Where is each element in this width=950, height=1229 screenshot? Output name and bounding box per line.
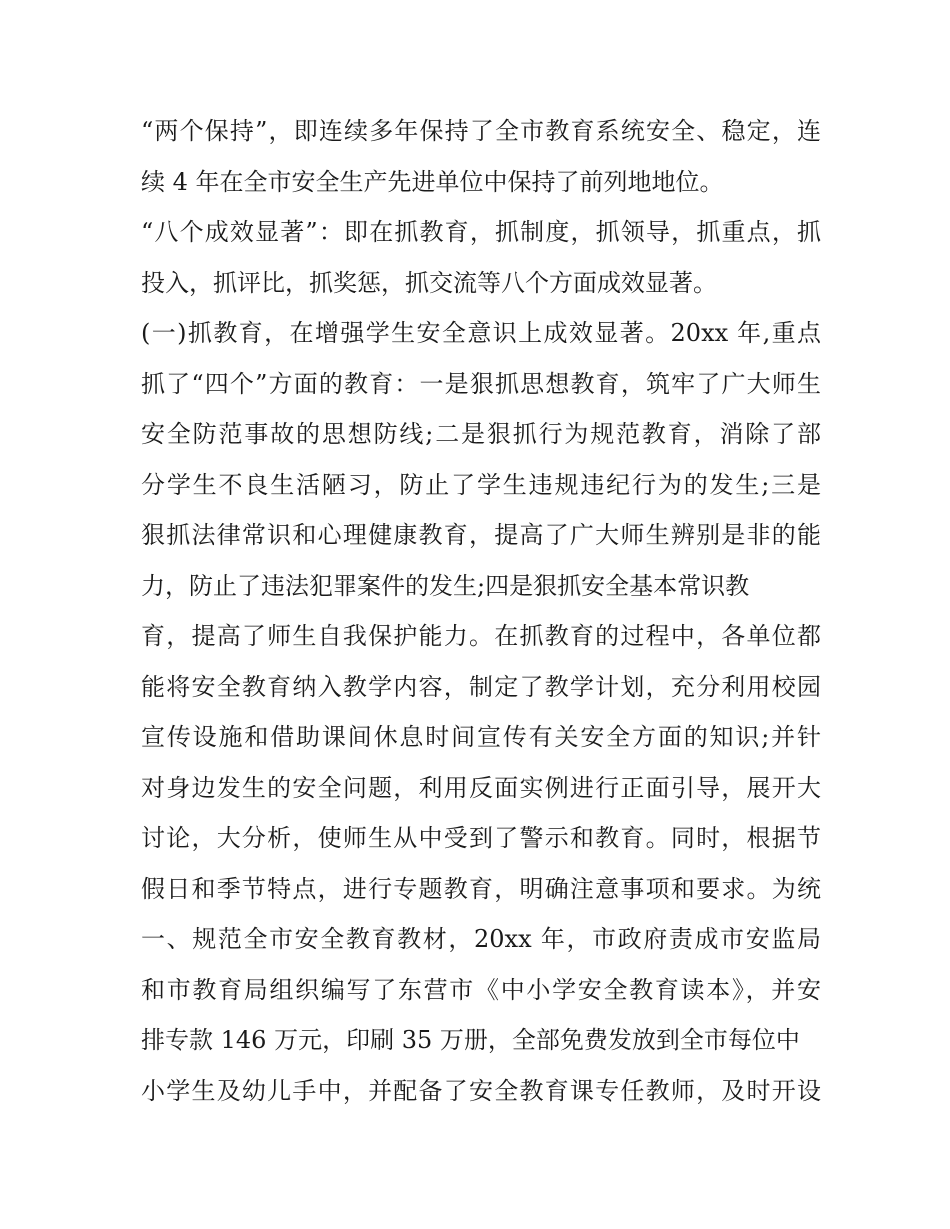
text-line: (一)抓教育，在增强学生安全意识上成效显著。20xx 年,重点 — [141, 319, 821, 347]
text-line: 育，提高了师生自我保护能力。在抓教育的过程中，各单位都 — [141, 622, 821, 650]
text-line: 投入，抓评比，抓奖惩，抓交流等八个方面成效显著。 — [141, 268, 717, 297]
body-text — [141, 106, 821, 1116]
text-line: 抓了“四个”方面的教育：一是狠抓思想教育，筑牢了广大师生 — [141, 369, 821, 398]
text-line: “两个保持”，即连续多年保持了全市教育系统安全、稳定，连 — [141, 117, 821, 145]
text-line: 宣传设施和借助课间休息时间宣传有关安全方面的知识;并针 — [141, 723, 821, 751]
text-line: 续 4 年在全市安全生产先进单位中保持了前列地地位。 — [141, 167, 724, 196]
text-line: 和市教育局组织编写了东营市《中小学安全教育读本》，并安 — [141, 975, 821, 1004]
text-line: 小学生及幼儿手中，并配备了安全教育课专任教师，及时开设 — [141, 1076, 821, 1105]
text-line: 分学生不良生活陋习，防止了学生违规违纪行为的发生;三是 — [141, 470, 821, 499]
text-line: 假日和季节特点，进行专题教育，明确注意事项和要求。为统 — [141, 874, 821, 903]
text-line: 力，防止了违法犯罪案件的发生;四是狠抓安全基本常识教 — [141, 571, 750, 600]
text-line: 讨论，大分析，使师生从中受到了警示和教育。同时，根据节 — [141, 824, 821, 852]
text-line: 安全防范事故的思想防线;二是狠抓行为规范教育，消除了部 — [141, 420, 821, 448]
text-line: 能将安全教育纳入教学内容，制定了教学计划，充分利用校园 — [141, 672, 821, 701]
text-line: 一、规范全市安全教育教材，20xx 年，市政府责成市安监局 — [141, 925, 821, 953]
text-line: 狠抓法律常识和心理健康教育，提高了广大师生辨别是非的能 — [141, 521, 821, 549]
text-line: “八个成效显著”：即在抓教育，抓制度，抓领导，抓重点，抓 — [141, 218, 821, 246]
text-line: 排专款 146 万元，印刷 35 万册，全部免费发放到全市每位中 — [141, 1026, 800, 1054]
text-line: 对身边发生的安全问题，利用反面实例进行正面引导，展开大 — [141, 773, 821, 802]
